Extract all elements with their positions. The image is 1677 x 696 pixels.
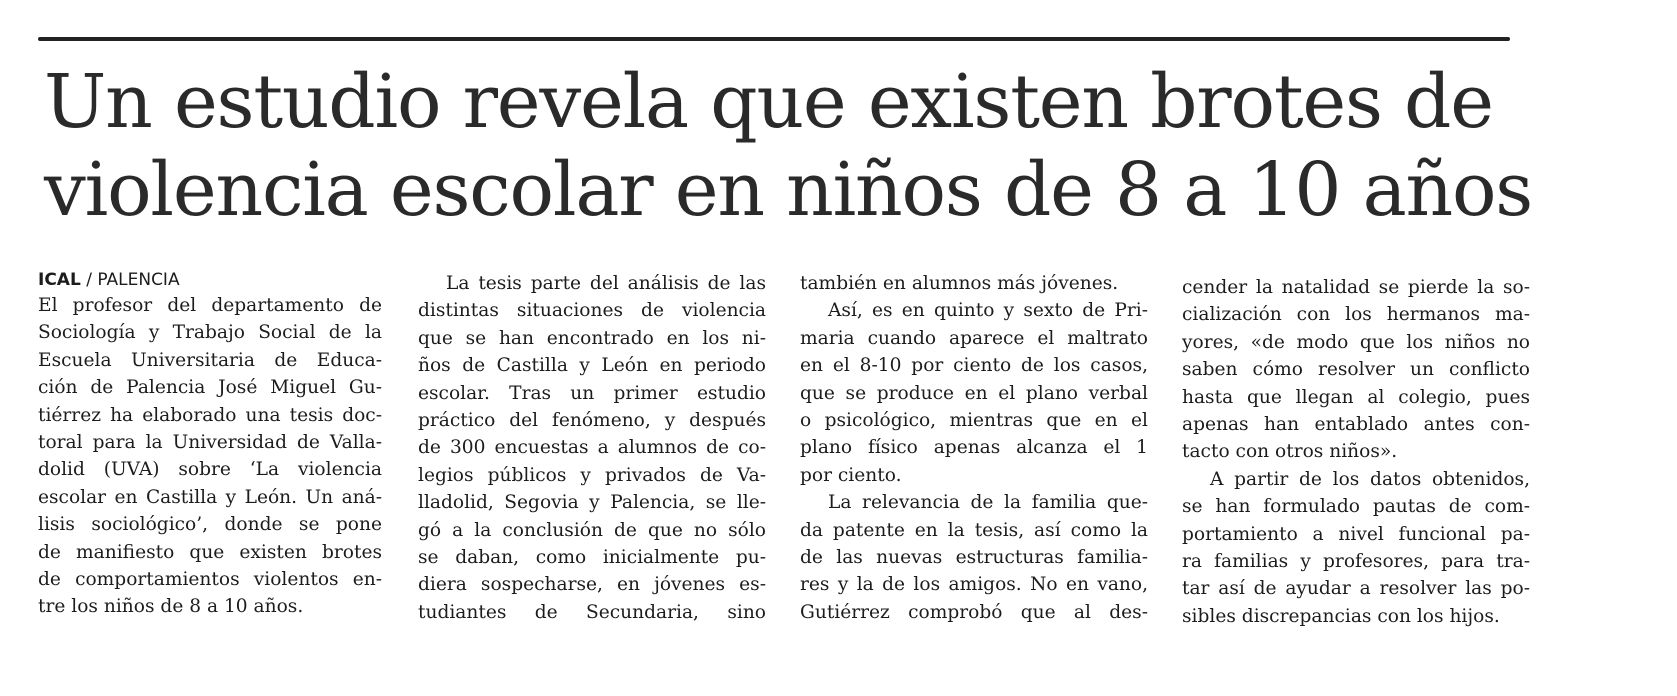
text-line: cender la natalidad se pierde la so-	[1182, 277, 1530, 298]
text-line: por ciento.	[800, 464, 902, 486]
text-line: de manifiesto que existen brotes	[38, 541, 382, 563]
paragraph	[38, 292, 382, 621]
text-line: dolid (UVA) sobre ‘La violencia	[38, 459, 382, 481]
article-column-3	[800, 270, 1148, 626]
text-line: ños de Castilla y León en periodo	[418, 355, 766, 377]
text-line: maria cuando aparece el maltrato	[800, 327, 1148, 349]
text-line: Así, es en quinto y sexto de Pri-	[828, 300, 1148, 322]
article-column-1	[38, 268, 382, 621]
top-rule	[38, 37, 1510, 41]
text-line: tre los niños de 8 a 10 años.	[38, 596, 304, 618]
text-line: La relevancia de la familia que-	[828, 492, 1148, 514]
text-line: escolar. Tras un primer estudio	[418, 382, 766, 404]
text-line: yores, «de modo que los niños no	[1182, 331, 1530, 353]
text-line: diera sospecharse, en jóvenes es-	[418, 574, 766, 596]
text-line: portamiento a nivel funcional pa-	[1182, 523, 1530, 545]
text-line: sibles discrepancias con los hijos.	[1182, 605, 1500, 627]
text-line: tudiantes de Secundaria, sino	[418, 601, 766, 623]
text-line: Gutiérrez comprobó que al des-	[800, 601, 1148, 623]
article-column-2	[418, 270, 766, 626]
article-column-4	[1182, 274, 1530, 630]
text-line: plano físico apenas alcanza el 1	[800, 437, 1148, 459]
text-line: da patente en la tesis, así como la	[800, 519, 1148, 541]
text-line: toral para la Universidad de Valla-	[38, 432, 382, 454]
text-line: El profesor del departamento de	[38, 295, 382, 316]
text-line: se daban, como inicialmente pu-	[418, 547, 766, 569]
paragraph	[1182, 274, 1530, 630]
text-line: Escuela Universitaria de Educa-	[38, 349, 382, 371]
text-line: escolar en Castilla y León. Un aná-	[38, 486, 382, 508]
text-line: lladolid, Segovia y Palencia, se lle-	[418, 492, 766, 514]
text-line: o psicológico, mientras que en el	[800, 410, 1148, 432]
headline-line-2: violencia escolar en niños de 8 a 10 años	[44, 147, 1533, 233]
byline-separator: /	[80, 270, 98, 290]
text-line: gó a la conclusión de que no sólo	[418, 519, 766, 541]
text-line: tar así de ayudar a resolver las po-	[1182, 578, 1530, 600]
byline	[38, 268, 382, 292]
text-line: de las nuevas estructuras familia-	[800, 547, 1148, 569]
text-line: que se produce en el plano verbal	[800, 382, 1148, 404]
headline	[44, 58, 1604, 234]
text-line: hasta que llegan al colegio, pues	[1182, 386, 1530, 408]
text-line: en el 8-10 por ciento de los casos,	[800, 355, 1148, 377]
text-line: Sociología y Trabajo Social de la	[38, 322, 382, 344]
byline-place: PALENCIA	[97, 270, 180, 290]
text-line: La tesis parte del análisis de las	[446, 273, 766, 294]
text-line: A partir de los datos obtenidos,	[1210, 468, 1530, 490]
text-line: cialización con los hermanos ma-	[1182, 304, 1530, 326]
text-line: distintas situaciones de violencia	[418, 300, 766, 322]
paragraph	[800, 270, 1148, 626]
paragraph	[418, 270, 766, 626]
text-line: de comportamientos violentos en-	[38, 569, 382, 591]
text-line: ción de Palencia José Miguel Gu-	[38, 377, 382, 399]
text-line: ra familias y profesores, para tra-	[1182, 551, 1530, 573]
text-line: que se han encontrado en los ni-	[418, 327, 766, 349]
text-line: res y la de los amigos. No en vano,	[800, 574, 1148, 596]
text-line: se han formulado pautas de com-	[1182, 496, 1530, 518]
text-line: lisis sociológico’, donde se pone	[38, 514, 382, 536]
text-line: tacto con otros niños».	[1182, 441, 1398, 463]
text-line: de 300 encuestas a alumnos de co-	[418, 437, 766, 459]
text-line: saben cómo resolver un conflicto	[1182, 359, 1530, 381]
headline-line-1: Un estudio revela que existen brotes de	[44, 59, 1493, 145]
text-line: tiérrez ha elaborado una tesis doc-	[38, 404, 382, 426]
text-line: también en alumnos más jóvenes.	[800, 273, 1119, 294]
text-line: práctico del fenómeno, y después	[418, 410, 766, 432]
text-line: apenas han entablado antes con-	[1182, 414, 1530, 436]
text-line: legios públicos y privados de Va-	[418, 464, 766, 486]
byline-agency: ICAL	[38, 270, 81, 290]
